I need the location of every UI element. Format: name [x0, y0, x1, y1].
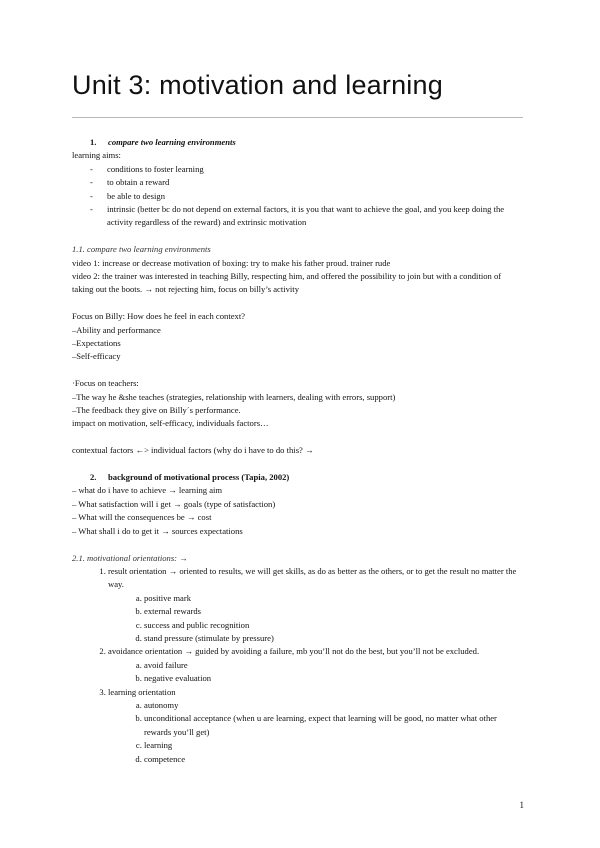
list-item: – What will the consequences be → cost [72, 512, 212, 523]
section-title: background of motivational process (Tapia, 2002) [108, 472, 290, 483]
list-item: –The way he &she teaches (strategies, relationship with learners, dealing with errors, support) [72, 391, 396, 402]
section-1-heading [90, 136, 524, 149]
list-item: a. avoid failure [144, 659, 524, 672]
list-item: c. learning [144, 739, 524, 752]
orientations-list [72, 565, 524, 766]
page-title: Unit 3: motivation and learning [72, 70, 443, 100]
list-item: b. external rewards [144, 605, 524, 618]
list-item: –Ability and performance [72, 324, 161, 335]
list-item: d. competence [144, 753, 524, 766]
list-item [108, 645, 524, 685]
section-2-1-heading: 2.1. motivational orientations: → [72, 552, 188, 563]
contextual-text: contextual factors ←> individual factors (why do i have to do this? → [72, 445, 314, 456]
aims-list [72, 163, 524, 230]
aims-label: learning aims: [72, 150, 121, 161]
section-number: 1. [90, 137, 97, 147]
list-item: – What satisfaction will i get → goals (type of satisfaction) [72, 498, 276, 509]
section-title: compare two learning environments [108, 137, 236, 147]
list-item: b. unconditional acceptance (when u are learning, expect that learning will be good, no matter what other rewards you’ll get) [144, 712, 524, 739]
list-item: b. negative evaluation [144, 672, 524, 685]
list-item: - conditions to foster learning [90, 163, 524, 176]
list-item [108, 686, 524, 766]
orientation-text: result orientation → oriented to results, we will get skills, as do as better as the others, or to get the result no matter the way. [108, 565, 517, 590]
list-item: –Self-efficacy [72, 351, 121, 362]
section-2-heading [90, 471, 524, 484]
list-item: –Expectations [72, 338, 121, 349]
video-2-text: video 2: the trainer was interested in teaching Billy, respecting him, and offered the possibility to join but with a condition of taking out the boots. → not rejecting him, focus on billy’s activity [72, 271, 502, 295]
section-1-1-heading: 1.1. compare two learning environments [72, 244, 211, 255]
list-item: - to obtain a reward [90, 176, 524, 189]
list-item: d. stand pressure (stimulate by pressure) [144, 632, 524, 645]
list-item: –The feedback they give on Billy´s performance. [72, 405, 241, 416]
section-number: 2. [90, 472, 97, 483]
list-item: - intrinsic (better bc do not depend on external factors, it is you that want to achieve the goal, and you keep doing the activity regardless of the reward) and extrinsic motivation [90, 203, 524, 230]
list-item: c. success and public recognition [144, 619, 524, 632]
orientation-text: avoidance orientation → guided by avoiding a failure, mb you’ll not do the best, but you’ll not be excluded. [108, 646, 480, 657]
focus-teachers: ·Focus on teachers: [72, 378, 139, 389]
focus-billy: Focus on Billy: How does he feel in each context? [72, 311, 246, 322]
list-item [108, 565, 524, 645]
video-1-text: video 1: increase or decrease motivation of boxing: try to make his father proud. trainer rude [72, 257, 391, 268]
list-item: a. autonomy [144, 699, 524, 712]
list-item: – what do i have to achieve → learning aim [72, 485, 223, 496]
title-divider [72, 117, 523, 118]
list-item: - be able to design [90, 190, 524, 203]
impact-text: impact on motivation, self-efficacy, individuals factors… [72, 418, 269, 429]
list-item: a. positive mark [144, 592, 524, 605]
list-item: – What shall i do to get it → sources expectations [72, 525, 243, 536]
document-body [72, 136, 524, 766]
orientation-text: learning orientation [108, 686, 176, 697]
page-number: 1 [519, 800, 524, 810]
